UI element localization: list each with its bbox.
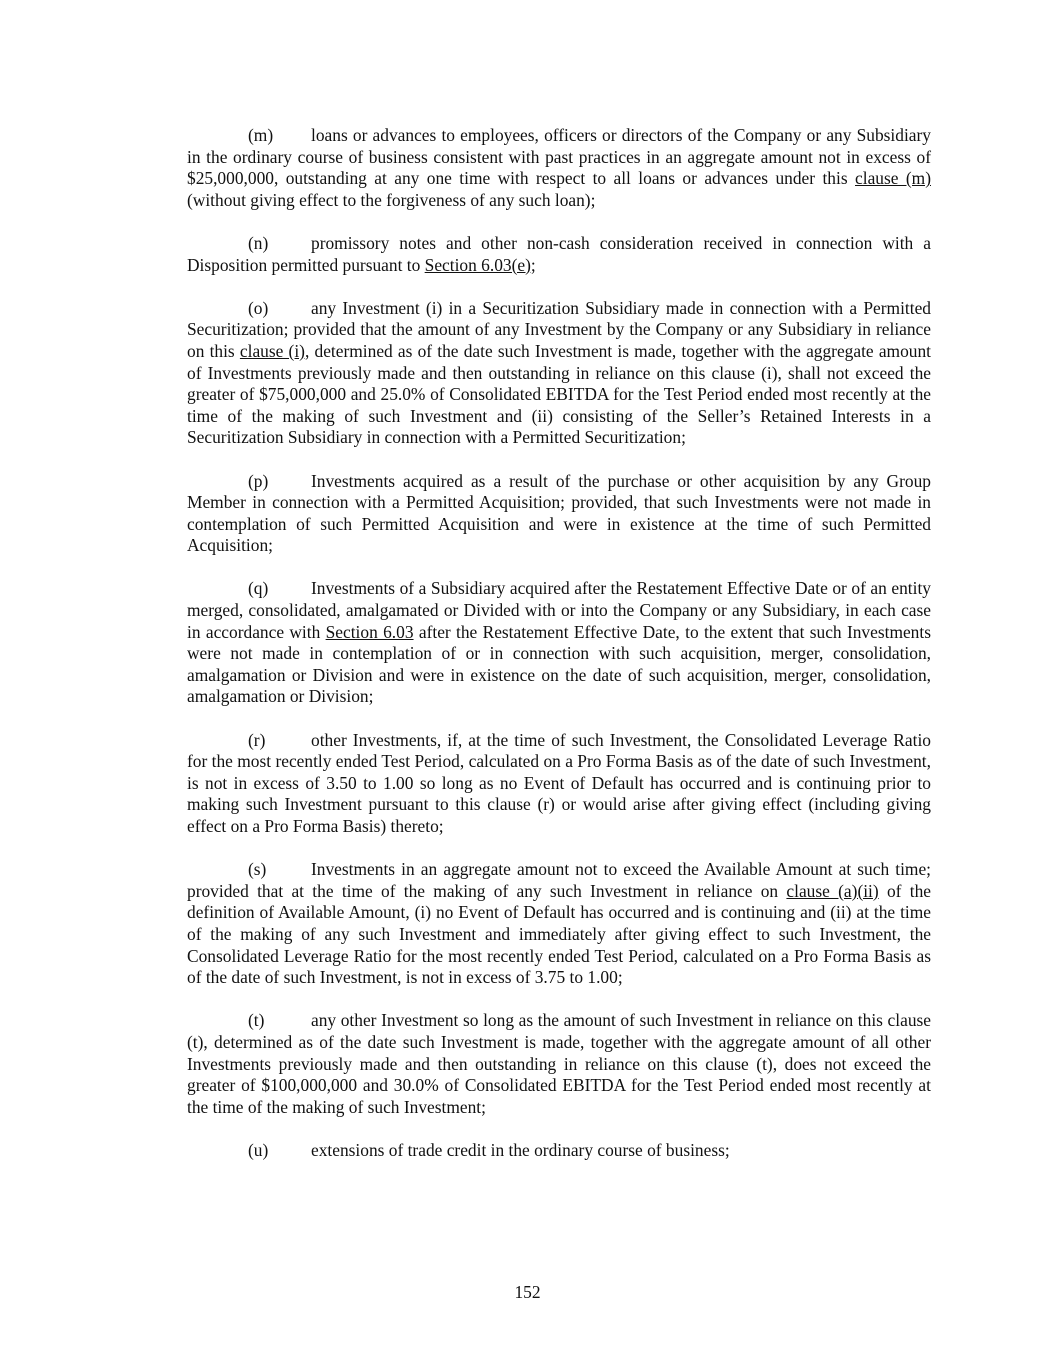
clause-text: Investments in an aggregate amount not to exceed the Available Amount at such time; provided that at the time of the making of any such Investment in reliance on	[187, 859, 931, 901]
clause-p	[187, 471, 931, 557]
clause-q	[187, 578, 931, 708]
clause-label: (r)	[248, 729, 266, 750]
clause-text: , determined as of the date such Investment is made, together with the aggregate amount of Investments previously made and then outstanding in reliance on this clause (i), shall not exceed the greater of $75,000,000 and 25.0% of Consolidated EBITDA for the Test Period ended most recently at the time of the making of such Investment and (ii) consisting of the Seller’s Retained Interests in a Securitization Subsidiary in connection with a Permitted Securitization;	[187, 340, 931, 448]
clause-n	[187, 233, 931, 276]
clause-text: any other Investment so long as the amount of such Investment in reliance on this clause (t), determined as of the date such Investment is made, together with the aggregate amount of all other Investments previously made and then outstanding in reliance on this clause (t), does not exceed the greater of $100,000,000 and 30.0% of Consolidated EBITDA for the Test Period ended most recently at the time of the making of such Investment;	[187, 1010, 931, 1117]
clause-text: extensions of trade credit in the ordinary course of business;	[311, 1139, 730, 1160]
clause-m	[187, 125, 931, 211]
cross-reference: clause (i)	[239, 340, 305, 361]
cross-reference: Section 6.03(e)	[424, 254, 531, 275]
clause-label: (u)	[248, 1139, 269, 1160]
clause-label: (s)	[248, 859, 267, 880]
cross-reference: clause (m)	[855, 168, 931, 189]
clause-label: (q)	[248, 578, 269, 599]
clause-text: promissory notes and other non-cash consideration received in connection with a Disposition permitted pursuant to	[187, 232, 931, 275]
clause-text: after the Restatement Effective Date, to the extent that such Investments were not made in contemplation of or in connection with such acquisition, merger, consolidation, amalgamation or Division and were in existence on the date of such acquisition, merger, consolidation, amalgamation or Division;	[187, 621, 931, 707]
clause-label: (o)	[248, 297, 269, 318]
clause-text: loans or advances to employees, officers or directors of the Company or any Subsidiary in the ordinary course of business consistent with past practices in an aggregate amount not in excess of $25,000,000, outstanding at any one time with respect to all loans or advances under this	[187, 125, 931, 189]
clause-u	[187, 1140, 931, 1162]
clause-text: ;	[530, 254, 536, 275]
clause-text: any Investment (i) in a Securitization Subsidiary made in connection with a Permitted Securitization; provided that the amount of any Investment by the Company or any Subsidiary in reliance on this	[187, 297, 931, 361]
clause-label: (t)	[248, 1010, 265, 1031]
clause-text: (without giving effect to the forgiveness of any such loan);	[187, 189, 596, 210]
clause-text: Investments acquired as a result of the purchase or other acquisition by any Group Member in connection with a Permitted Acquisition; provided, that such Investments were not made in contemplation of such Permitted Acquisition and were in existence at the time of such Permitted Acquisition;	[187, 470, 931, 556]
clause-r	[187, 730, 931, 838]
clause-text: Investments of a Subsidiary acquired after the Restatement Effective Date or of an entity merged, consolidated, amalgamated or Divided with or into the Company or any Subsidiary, in each case in accordance with	[187, 578, 931, 642]
clause-text: of the definition of Available Amount, (i) no Event of Default has occurred and is continuing and (ii) at the time of the making of any such Investment and immediately after giving effect to such Investment, the Consolidated Leverage Ratio for the most recently ended Test Period, calculated on a Pro Forma Basis as of the date of such Investment, is not in excess of 3.75 to 1.00;	[187, 880, 931, 988]
clause-text: other Investments, if, at the time of such Investment, the Consolidated Leverage Ratio for the most recently ended Test Period, calculated on a Pro Forma Basis as of the date of such Investment, is not in excess of 3.50 to 1.00 so long as no Event of Default has occurred and is continuing prior to making such Investment pursuant to this clause (r) or would arise after giving effect (including giving effect on a Pro Forma Basis) thereto;	[187, 729, 931, 836]
clause-s	[187, 859, 931, 989]
cross-reference: clause (a)(ii)	[786, 880, 879, 901]
cross-reference: Section 6.03	[325, 621, 414, 642]
page-number: 152	[514, 1282, 541, 1302]
clause-label: (n)	[248, 232, 269, 253]
clause-o	[187, 298, 931, 449]
clause-label: (p)	[248, 470, 269, 491]
clause-t	[187, 1010, 931, 1118]
clause-label: (m)	[248, 125, 274, 145]
